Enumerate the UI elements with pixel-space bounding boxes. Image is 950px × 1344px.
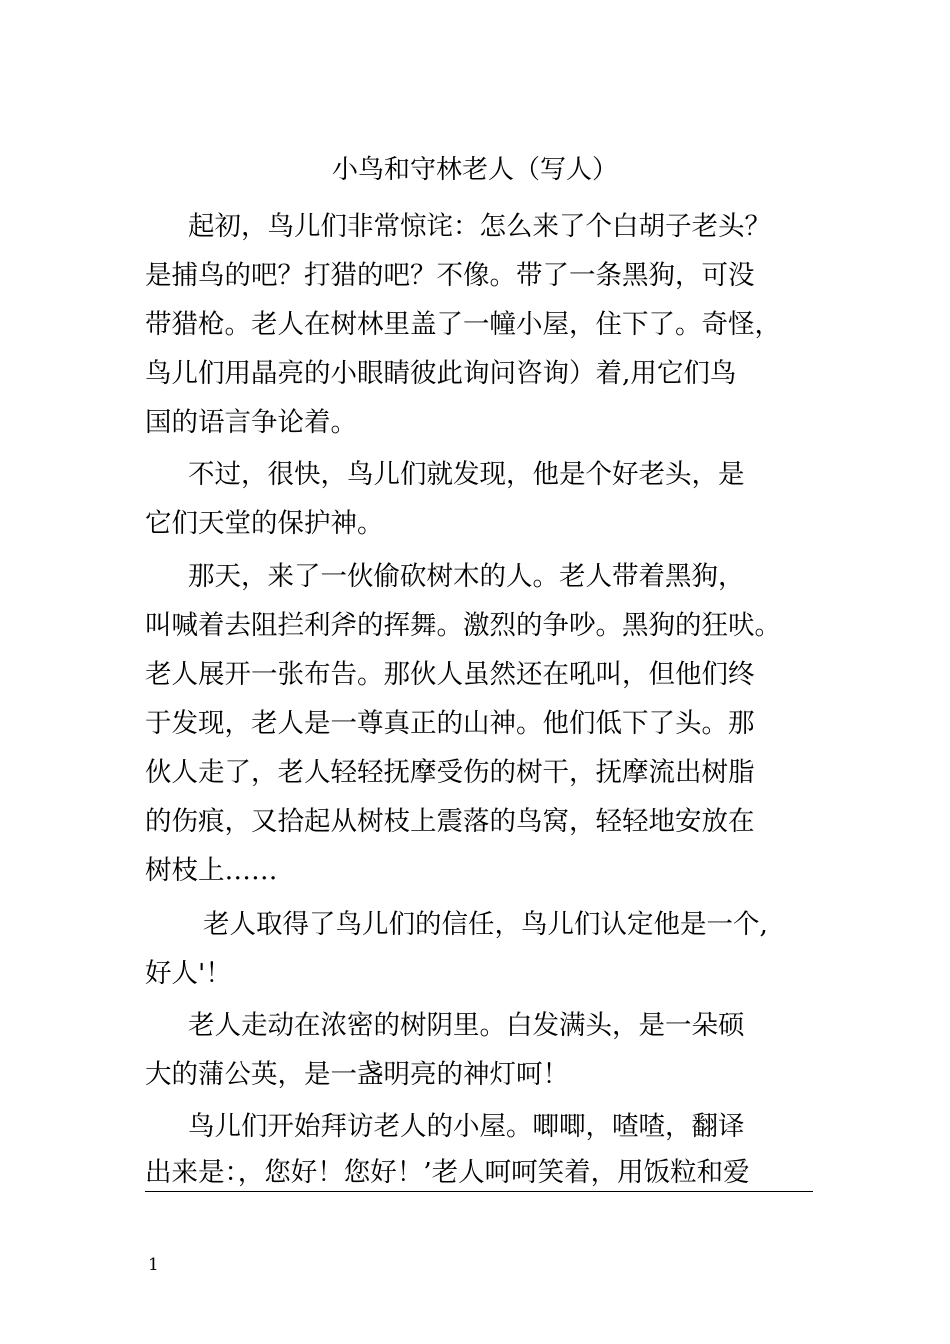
text-line: 国的语言争论着。 (145, 407, 357, 438)
page-number: 1 (148, 1255, 159, 1275)
text-line: 好人'！ (145, 958, 232, 989)
footer-rule (145, 1191, 813, 1192)
text-line: 它们天堂的保护神。 (145, 508, 384, 539)
text-line: 老人走动在浓密的树阴里。白发满头，是一朵硕 (188, 1010, 745, 1041)
text-line: 树枝上…… (145, 855, 278, 886)
document-title: 小鸟和守林老人（写人） (331, 155, 618, 185)
text-line: 鸟儿们开始拜访老人的小屋。唧唧，喳喳，翻译 (188, 1111, 745, 1142)
text-line: 不过，很快，鸟儿们就发现，他是个好老头，是 (188, 459, 745, 490)
text-line: 起初，鸟儿们非常惊诧：怎么来了个白胡子老头？ (188, 211, 771, 242)
text-line: 叫喊着去阻拦利斧的挥舞。激烈的争吵。黑狗的狂吠。 (145, 610, 781, 641)
text-line: 出来是：，您好！您好！’老人呵呵笑着，用饭粒和爱 (145, 1157, 750, 1188)
text-line: 大的蒲公英，是一盏明亮的神灯呵！ (145, 1059, 569, 1090)
text-line: 老人取得了鸟儿们的信任，鸟儿们认定他是一个, (203, 909, 768, 940)
text-line: 老人展开一张布告。那伙人虽然还在吼叫，但他们终 (145, 659, 755, 690)
text-line: 那天，来了一伙偷砍树木的人。老人带着黑狗， (188, 561, 745, 592)
text-line: 是捕鸟的吧？打猎的吧？不像。带了一条黑狗，可没 (145, 260, 755, 291)
text-line: 鸟儿们用晶亮的小眼睛彼此询问咨询）着,用它们鸟 (145, 358, 737, 389)
text-line: 于发现，老人是一尊真正的山神。他们低下了头。那 (145, 708, 755, 739)
text-line: 的伤痕，又拾起从树枝上震落的鸟窝，轻轻地安放在 (145, 806, 755, 837)
text-line: 带猎枪。老人在树林里盖了一幢小屋，住下了。奇怪， (145, 309, 781, 340)
text-line: 伙人走了，老人轻轻抚摩受伤的树干，抚摩流出树脂 (145, 757, 755, 788)
